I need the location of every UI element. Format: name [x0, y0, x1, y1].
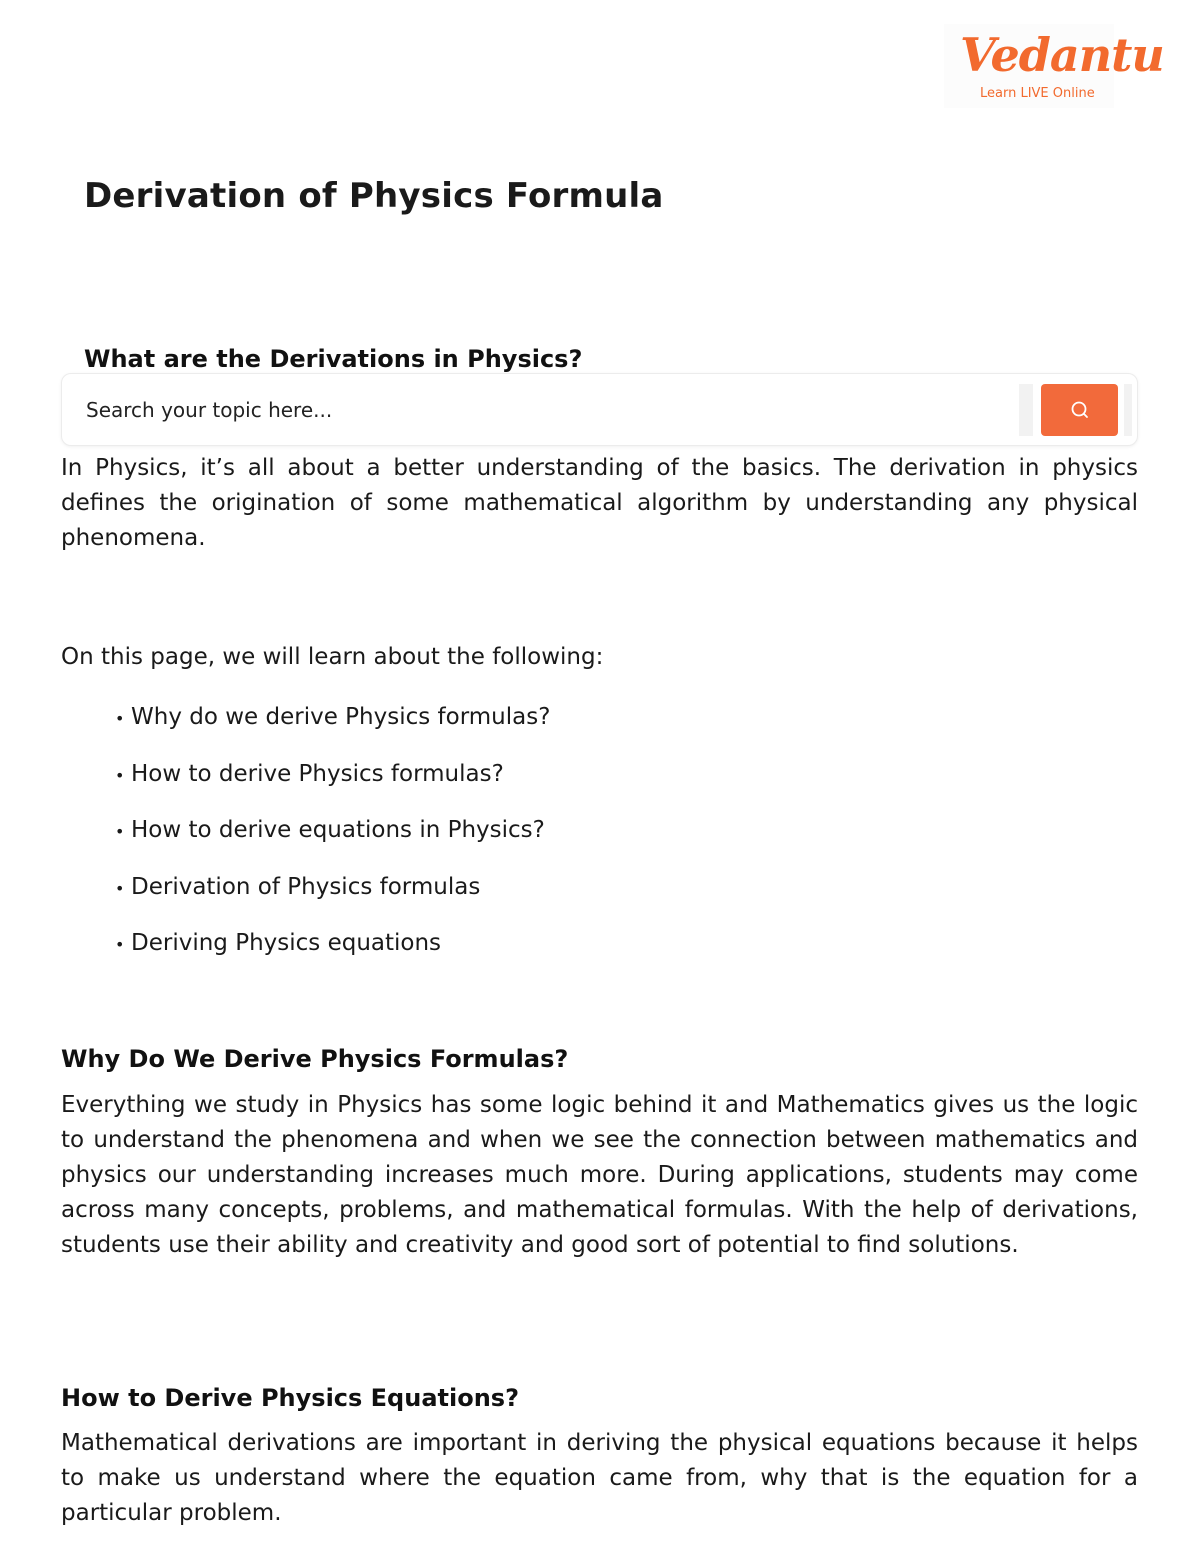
- section-why-body: Everything we study in Physics has some logic behind it and Mathematics gives us the logic to understand the phenomena and when we see the connection between mathematics and physics our understanding increases much more. During applications, students may come across many concepts, problems, and mathematical formulas. With the help of derivations, students use their ability and creativity and good sort of potential to find solutions.: [61, 1092, 1138, 1258]
- search-input[interactable]: [86, 394, 986, 426]
- section-how-heading: How to Derive Physics Equations?: [61, 1384, 519, 1412]
- search-divider-right: [1124, 384, 1132, 436]
- toc-item[interactable]: • Why do we derive Physics formulas?: [115, 700, 550, 757]
- section-what-heading-wrapper: [84, 343, 784, 373]
- toc-list: [115, 700, 550, 983]
- search-icon: [1069, 399, 1091, 421]
- toc-item[interactable]: • How to derive equations in Physics?: [115, 813, 550, 870]
- search-bar: [61, 373, 1138, 446]
- section-what-heading: What are the Derivations in Physics?: [84, 345, 583, 373]
- toc-item[interactable]: • Deriving Physics equations: [115, 926, 550, 983]
- search-button[interactable]: [1041, 384, 1118, 436]
- page-title: Derivation of Physics Formula: [84, 176, 664, 216]
- toc-item[interactable]: • How to derive Physics formulas?: [115, 757, 550, 814]
- section-why-heading: Why Do We Derive Physics Formulas?: [61, 1045, 569, 1073]
- logo-tagline: Learn LIVE Online: [980, 86, 1095, 101]
- toc-intro: On this page, we will learn about the following:: [61, 644, 604, 670]
- section-how-body: Mathematical derivations are important in deriving the physical equations because it helps to make us understand where the equation came from, why that is the equation for a particular problem.: [61, 1430, 1138, 1526]
- vedantu-logo[interactable]: [944, 24, 1164, 108]
- section-what-body: In Physics, it’s all about a better understanding of the basics. The derivation in physics defines the origination of some mathematical algorithm by understanding any physical phenomena.: [61, 455, 1138, 551]
- toc-item[interactable]: • Derivation of Physics formulas: [115, 870, 550, 927]
- search-divider: [1019, 384, 1033, 436]
- logo-wordmark: Vedantu: [960, 28, 1164, 82]
